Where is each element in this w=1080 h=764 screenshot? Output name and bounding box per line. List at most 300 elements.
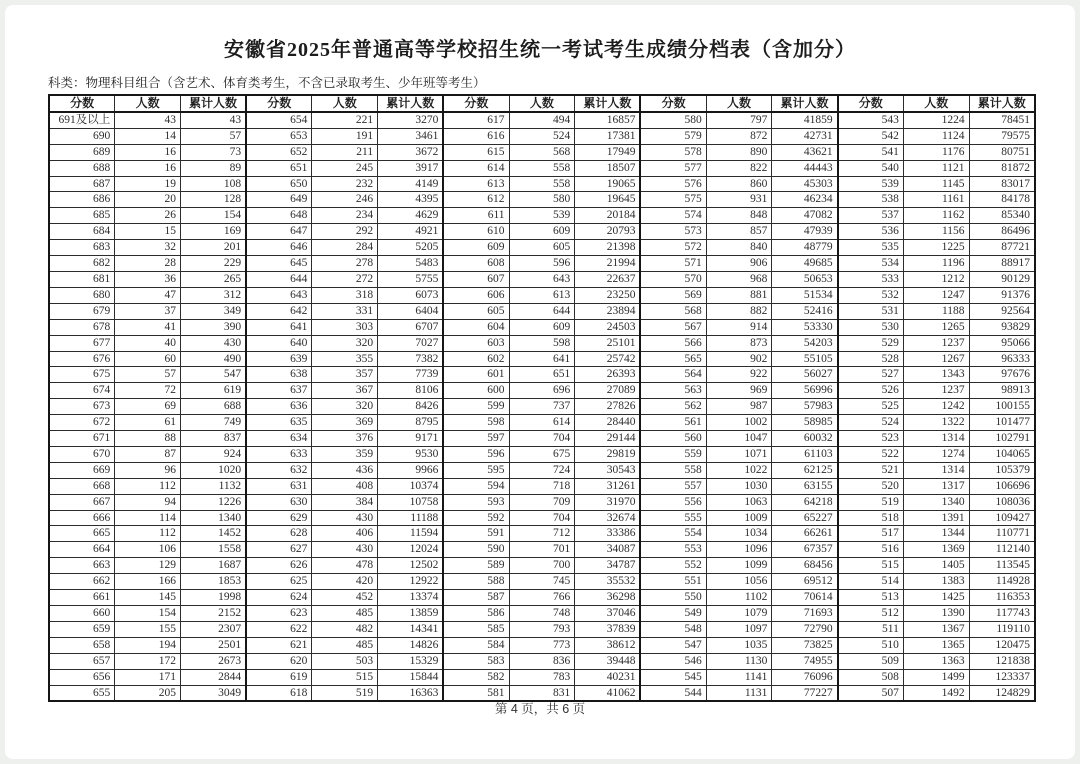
count-cell: 1340	[903, 494, 969, 510]
cumulative-cell: 3049	[180, 685, 246, 701]
column-header: 人数	[509, 95, 575, 112]
score-cell: 657	[49, 653, 115, 669]
count-cell: 1365	[903, 637, 969, 653]
cumulative-cell: 29144	[575, 431, 641, 447]
count-cell: 987	[706, 399, 772, 415]
score-cell: 573	[640, 224, 706, 240]
cumulative-cell: 72790	[772, 621, 838, 637]
score-cell: 531	[838, 303, 904, 319]
score-cell: 605	[443, 303, 509, 319]
count-cell: 931	[706, 192, 772, 208]
score-cell: 689	[49, 144, 115, 160]
cumulative-cell: 1998	[180, 590, 246, 606]
column-header: 分数	[640, 95, 706, 112]
count-cell: 524	[509, 128, 575, 144]
count-cell: 331	[312, 303, 378, 319]
cumulative-cell: 9966	[378, 462, 444, 478]
score-cell: 578	[640, 144, 706, 160]
cumulative-cell: 490	[180, 351, 246, 367]
score-cell: 619	[246, 669, 312, 685]
count-cell: 40	[115, 335, 181, 351]
count-cell: 1405	[903, 558, 969, 574]
score-cell: 624	[246, 590, 312, 606]
score-cell: 638	[246, 367, 312, 383]
count-cell: 1176	[903, 144, 969, 160]
count-cell: 922	[706, 367, 772, 383]
cumulative-cell: 12024	[378, 542, 444, 558]
cumulative-cell: 27089	[575, 383, 641, 399]
table-row	[49, 669, 1035, 685]
count-cell: 194	[115, 637, 181, 653]
count-cell: 36	[115, 271, 181, 287]
score-cell: 519	[838, 494, 904, 510]
cumulative-cell: 5483	[378, 256, 444, 272]
column-header: 累计人数	[378, 95, 444, 112]
score-cell: 567	[640, 319, 706, 335]
score-cell: 569	[640, 287, 706, 303]
cumulative-cell: 619	[180, 383, 246, 399]
score-cell: 607	[443, 271, 509, 287]
score-cell: 515	[838, 558, 904, 574]
cumulative-cell: 91376	[969, 287, 1035, 303]
score-cell: 593	[443, 494, 509, 510]
score-cell: 641	[246, 319, 312, 335]
cumulative-cell: 65227	[772, 510, 838, 526]
score-cell: 669	[49, 462, 115, 478]
cumulative-cell: 229	[180, 256, 246, 272]
cumulative-cell: 106696	[969, 478, 1035, 494]
count-cell: 234	[312, 208, 378, 224]
score-cell: 514	[838, 574, 904, 590]
count-cell: 793	[509, 621, 575, 637]
count-cell: 292	[312, 224, 378, 240]
count-cell: 1499	[903, 669, 969, 685]
count-cell: 1162	[903, 208, 969, 224]
count-cell: 1034	[706, 526, 772, 542]
score-cell: 524	[838, 415, 904, 431]
cumulative-cell: 3917	[378, 160, 444, 176]
count-cell: 857	[706, 224, 772, 240]
score-cell: 553	[640, 542, 706, 558]
table-row	[49, 574, 1035, 590]
score-cell: 648	[246, 208, 312, 224]
cumulative-cell: 14826	[378, 637, 444, 653]
count-cell: 712	[509, 526, 575, 542]
cumulative-cell: 14341	[378, 621, 444, 637]
table-row	[49, 462, 1035, 478]
table-row	[49, 319, 1035, 335]
count-cell: 406	[312, 526, 378, 542]
cumulative-cell: 17949	[575, 144, 641, 160]
score-cell: 575	[640, 192, 706, 208]
score-cell: 662	[49, 574, 115, 590]
cumulative-cell: 47082	[772, 208, 838, 224]
cumulative-cell: 56027	[772, 367, 838, 383]
count-cell: 221	[312, 112, 378, 128]
score-cell: 617	[443, 112, 509, 128]
count-cell: 171	[115, 669, 181, 685]
cumulative-cell: 349	[180, 303, 246, 319]
count-cell: 1391	[903, 510, 969, 526]
score-cell: 639	[246, 351, 312, 367]
cumulative-cell: 41859	[772, 112, 838, 128]
score-cell: 655	[49, 685, 115, 701]
count-cell: 369	[312, 415, 378, 431]
score-cell: 642	[246, 303, 312, 319]
score-cell: 644	[246, 271, 312, 287]
count-cell: 320	[312, 335, 378, 351]
score-cell: 583	[443, 653, 509, 669]
count-cell: 748	[509, 606, 575, 622]
cumulative-cell: 55105	[772, 351, 838, 367]
cumulative-cell: 43	[180, 112, 246, 128]
count-cell: 245	[312, 160, 378, 176]
cumulative-cell: 83017	[969, 176, 1035, 192]
count-cell: 357	[312, 367, 378, 383]
cumulative-cell: 92564	[969, 303, 1035, 319]
score-cell: 659	[49, 621, 115, 637]
score-cell: 591	[443, 526, 509, 542]
score-cell: 643	[246, 287, 312, 303]
score-cell: 616	[443, 128, 509, 144]
count-cell: 914	[706, 319, 772, 335]
count-cell: 494	[509, 112, 575, 128]
count-cell: 872	[706, 128, 772, 144]
score-cell: 682	[49, 256, 115, 272]
count-cell: 737	[509, 399, 575, 415]
cumulative-cell: 21398	[575, 240, 641, 256]
table-row	[49, 256, 1035, 272]
cumulative-cell: 688	[180, 399, 246, 415]
score-cell: 600	[443, 383, 509, 399]
count-cell: 43	[115, 112, 181, 128]
count-cell: 1097	[706, 621, 772, 637]
count-cell: 32	[115, 240, 181, 256]
score-cell: 509	[838, 653, 904, 669]
count-cell: 20	[115, 192, 181, 208]
cumulative-cell: 73825	[772, 637, 838, 653]
count-cell: 969	[706, 383, 772, 399]
score-cell: 647	[246, 224, 312, 240]
score-cell: 533	[838, 271, 904, 287]
score-cell: 570	[640, 271, 706, 287]
count-cell: 724	[509, 462, 575, 478]
cumulative-cell: 837	[180, 431, 246, 447]
cumulative-cell: 121838	[969, 653, 1035, 669]
count-cell: 641	[509, 351, 575, 367]
score-cell: 603	[443, 335, 509, 351]
cumulative-cell: 7027	[378, 335, 444, 351]
cumulative-cell: 547	[180, 367, 246, 383]
cumulative-cell: 8106	[378, 383, 444, 399]
score-cell: 631	[246, 478, 312, 494]
score-cell: 670	[49, 446, 115, 462]
cumulative-cell: 33386	[575, 526, 641, 542]
score-cell: 562	[640, 399, 706, 415]
score-cell: 635	[246, 415, 312, 431]
cumulative-cell: 78451	[969, 112, 1035, 128]
cumulative-cell: 1226	[180, 494, 246, 510]
count-cell: 172	[115, 653, 181, 669]
count-cell: 539	[509, 208, 575, 224]
table-row	[49, 192, 1035, 208]
count-cell: 596	[509, 256, 575, 272]
cumulative-cell: 43621	[772, 144, 838, 160]
count-cell: 1224	[903, 112, 969, 128]
cumulative-cell: 11188	[378, 510, 444, 526]
score-cell: 664	[49, 542, 115, 558]
cumulative-cell: 15844	[378, 669, 444, 685]
table-row	[49, 271, 1035, 287]
count-cell: 41	[115, 319, 181, 335]
count-cell: 848	[706, 208, 772, 224]
score-cell: 557	[640, 478, 706, 494]
cumulative-cell: 109427	[969, 510, 1035, 526]
count-cell: 1102	[706, 590, 772, 606]
cumulative-cell: 101477	[969, 415, 1035, 431]
score-cell: 582	[443, 669, 509, 685]
cumulative-cell: 7739	[378, 367, 444, 383]
score-cell: 650	[246, 176, 312, 192]
cumulative-cell: 69512	[772, 574, 838, 590]
cumulative-cell: 37839	[575, 621, 641, 637]
column-header: 人数	[706, 95, 772, 112]
column-header: 分数	[838, 95, 904, 112]
cumulative-cell: 924	[180, 446, 246, 462]
count-cell: 191	[312, 128, 378, 144]
score-cell: 668	[49, 478, 115, 494]
cumulative-cell: 34087	[575, 542, 641, 558]
cumulative-cell: 6073	[378, 287, 444, 303]
count-cell: 968	[706, 271, 772, 287]
score-table-body	[49, 112, 1035, 702]
cumulative-cell: 113545	[969, 558, 1035, 574]
count-cell: 420	[312, 574, 378, 590]
cumulative-cell: 123337	[969, 669, 1035, 685]
cumulative-cell: 71693	[772, 606, 838, 622]
cumulative-cell: 102791	[969, 431, 1035, 447]
cumulative-cell: 201	[180, 240, 246, 256]
count-cell: 614	[509, 415, 575, 431]
table-row	[49, 176, 1035, 192]
cumulative-cell: 17381	[575, 128, 641, 144]
count-cell: 1314	[903, 431, 969, 447]
score-cell: 608	[443, 256, 509, 272]
table-row	[49, 287, 1035, 303]
cumulative-cell: 7382	[378, 351, 444, 367]
count-cell: 211	[312, 144, 378, 160]
count-cell: 430	[312, 542, 378, 558]
cumulative-cell: 80751	[969, 144, 1035, 160]
count-cell: 1079	[706, 606, 772, 622]
count-cell: 1343	[903, 367, 969, 383]
count-cell: 1145	[903, 176, 969, 192]
score-cell: 684	[49, 224, 115, 240]
score-cell: 540	[838, 160, 904, 176]
count-cell: 860	[706, 176, 772, 192]
score-cell: 523	[838, 431, 904, 447]
cumulative-cell: 49685	[772, 256, 838, 272]
score-cell: 512	[838, 606, 904, 622]
document-page	[5, 5, 1075, 759]
cumulative-cell: 119110	[969, 621, 1035, 637]
score-cell: 654	[246, 112, 312, 128]
score-cell: 629	[246, 510, 312, 526]
score-cell: 541	[838, 144, 904, 160]
cumulative-cell: 73	[180, 144, 246, 160]
table-row	[49, 542, 1035, 558]
score-cell: 633	[246, 446, 312, 462]
count-cell: 1071	[706, 446, 772, 462]
cumulative-cell: 68456	[772, 558, 838, 574]
cumulative-cell: 32674	[575, 510, 641, 526]
score-cell: 627	[246, 542, 312, 558]
cumulative-cell: 25101	[575, 335, 641, 351]
table-row	[49, 351, 1035, 367]
count-cell: 609	[509, 319, 575, 335]
cumulative-cell: 67357	[772, 542, 838, 558]
count-cell: 452	[312, 590, 378, 606]
count-cell: 1274	[903, 446, 969, 462]
count-cell: 745	[509, 574, 575, 590]
count-cell: 1242	[903, 399, 969, 415]
score-cell: 563	[640, 383, 706, 399]
cumulative-cell: 4629	[378, 208, 444, 224]
count-cell: 558	[509, 176, 575, 192]
column-header: 人数	[115, 95, 181, 112]
cumulative-cell: 63155	[772, 478, 838, 494]
cumulative-cell: 312	[180, 287, 246, 303]
count-cell: 272	[312, 271, 378, 287]
cumulative-cell: 18507	[575, 160, 641, 176]
cumulative-cell: 16857	[575, 112, 641, 128]
table-row	[49, 431, 1035, 447]
cumulative-cell: 48779	[772, 240, 838, 256]
count-cell: 1161	[903, 192, 969, 208]
column-header: 人数	[903, 95, 969, 112]
score-cell: 613	[443, 176, 509, 192]
table-row	[49, 240, 1035, 256]
score-cell: 556	[640, 494, 706, 510]
count-cell: 19	[115, 176, 181, 192]
cumulative-cell: 4395	[378, 192, 444, 208]
count-cell: 1225	[903, 240, 969, 256]
cumulative-cell: 93829	[969, 319, 1035, 335]
score-cell: 688	[49, 160, 115, 176]
score-cell: 564	[640, 367, 706, 383]
count-cell: 1492	[903, 685, 969, 701]
score-cell: 676	[49, 351, 115, 367]
page-number: 第 4 页，共 6 页	[494, 702, 586, 716]
score-cell: 518	[838, 510, 904, 526]
count-cell: 482	[312, 621, 378, 637]
column-header: 分数	[443, 95, 509, 112]
count-cell: 580	[509, 192, 575, 208]
count-cell: 318	[312, 287, 378, 303]
count-cell: 112	[115, 526, 181, 542]
score-cell: 513	[838, 590, 904, 606]
score-cell: 572	[640, 240, 706, 256]
count-cell: 1390	[903, 606, 969, 622]
cumulative-cell: 87721	[969, 240, 1035, 256]
count-cell: 232	[312, 176, 378, 192]
score-cell: 652	[246, 144, 312, 160]
page-title: 安徽省2025年普通高等学校招生统一考试考生成绩分档表（含加分）	[224, 39, 856, 61]
table-row	[49, 606, 1035, 622]
cumulative-cell: 5755	[378, 271, 444, 287]
cumulative-cell: 120475	[969, 637, 1035, 653]
score-cell: 536	[838, 224, 904, 240]
cumulative-cell: 2844	[180, 669, 246, 685]
score-cell: 687	[49, 176, 115, 192]
count-cell: 166	[115, 574, 181, 590]
count-cell: 675	[509, 446, 575, 462]
score-cell: 612	[443, 192, 509, 208]
score-cell: 517	[838, 526, 904, 542]
score-cell: 535	[838, 240, 904, 256]
table-row	[49, 415, 1035, 431]
score-cell: 528	[838, 351, 904, 367]
cumulative-cell: 76096	[772, 669, 838, 685]
score-cell: 679	[49, 303, 115, 319]
cumulative-cell: 169	[180, 224, 246, 240]
score-cell: 549	[640, 606, 706, 622]
score-cell: 621	[246, 637, 312, 653]
count-cell: 1314	[903, 462, 969, 478]
cumulative-cell: 95066	[969, 335, 1035, 351]
cumulative-cell: 5205	[378, 240, 444, 256]
cumulative-cell: 50653	[772, 271, 838, 287]
score-cell: 609	[443, 240, 509, 256]
count-cell: 1121	[903, 160, 969, 176]
count-cell: 644	[509, 303, 575, 319]
score-cell: 636	[246, 399, 312, 415]
table-row	[49, 494, 1035, 510]
count-cell: 700	[509, 558, 575, 574]
count-cell: 430	[312, 510, 378, 526]
table-row	[49, 590, 1035, 606]
cumulative-cell: 12502	[378, 558, 444, 574]
cumulative-cell: 108036	[969, 494, 1035, 510]
score-cell: 574	[640, 208, 706, 224]
cumulative-cell: 114928	[969, 574, 1035, 590]
count-cell: 1124	[903, 128, 969, 144]
score-cell: 548	[640, 621, 706, 637]
count-cell: 359	[312, 446, 378, 462]
table-row	[49, 112, 1035, 128]
count-cell: 278	[312, 256, 378, 272]
cumulative-cell: 25742	[575, 351, 641, 367]
score-cell: 521	[838, 462, 904, 478]
count-cell: 558	[509, 160, 575, 176]
cumulative-cell: 19645	[575, 192, 641, 208]
count-cell: 384	[312, 494, 378, 510]
cumulative-cell: 57	[180, 128, 246, 144]
cumulative-cell: 35532	[575, 574, 641, 590]
cumulative-cell: 108	[180, 176, 246, 192]
score-cell: 589	[443, 558, 509, 574]
cumulative-cell: 60032	[772, 431, 838, 447]
count-cell: 37	[115, 303, 181, 319]
cumulative-cell: 13374	[378, 590, 444, 606]
cumulative-cell: 154	[180, 208, 246, 224]
count-cell: 773	[509, 637, 575, 653]
count-cell: 60	[115, 351, 181, 367]
count-cell: 485	[312, 637, 378, 653]
count-cell: 47	[115, 287, 181, 303]
score-cell: 645	[246, 256, 312, 272]
cumulative-cell: 53330	[772, 319, 838, 335]
